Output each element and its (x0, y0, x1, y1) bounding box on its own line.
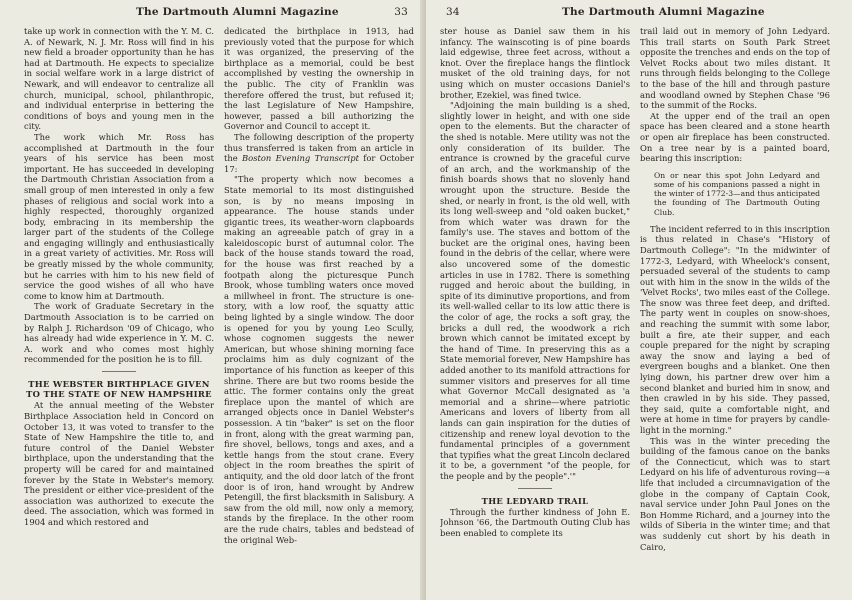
paragraph: At the upper end of the trail an open space has been cleared and a stone hearth or open air fireplace has been constructed. On a tree near by is a painted board, bearing this inscription: (640, 110, 830, 164)
paragraph-text: The following description of the property thus transferred is taken from an article in the (224, 131, 414, 164)
right-columns (440, 26, 830, 594)
right-page (426, 0, 852, 600)
paragraph: "The property which now becomes a State memorial to its most distinguished son, is by no means imposing in appearance. The house stands under gigantic trees, its weather-worn clapboards making an agreeable patch of gray in a kaleidoscopic burst of autumnal color. The back of the house stands toward the road, for the house was first reached by a footpath along the picturesque Punch Brook, whose tumbling waters once moved a millwheel in front. The structure is one-story, with a low roof, the squatty attic being lighted by a single window. The door is opened for you by young Leo Scully, whose cognomen suggests the newer American, but whose shining morning face proclaims him as duly cognizant of the importance of his function as keeper of this shrine. There are but two rooms beside the attic. The former contains only the great fireplace upon the mantel of which are arranged objects once in Daniel Webster's possession. A tin "baker" is set on the floor in front, along with the great warming pan, fire shovel, bellows, tongs and axes, and a kettle hangs from the stout crane. Every object in the room breathes the spirit of antiquity, and the old door latch of the front door is of iron, hand wrought by Andrew Petengill, the first blacksmith in Salisbury. A saw from the old mill, now only a memory, stands by the fireplace. In the other room are the rude chairs, tables and bedstead of the original Web- (224, 174, 414, 545)
section-divider (518, 488, 552, 489)
paragraph: dedicated the birthplace in 1913, had previously voted that the purpose for which it was organized, the preserving of the birthplace as a memorial, could be best accomplished by vesting the ownership in the public. The city of Franklin was therefore offered the trust, but refused it; the last Legislature of New Hampshire, however, passed a bill authorizing the Governor and Council to accept it. (224, 26, 414, 132)
left-column-2 (224, 26, 414, 594)
publication-title: Boston Evening Transcript (242, 153, 359, 164)
running-head-title: The Dartmouth Alumni Magazine (562, 6, 765, 18)
paragraph: The incident referred to in this inscription is thus related in Chase's "History of Dartmouth College": "In the midwinter of 1772-3, Ledyard, with Wheelock's consent, persuaded several of the students to camp out with him in the snow in the wilds of the 'Velvet Rocks', two miles east of the College. The snow was three feet deep, and drifted. The party went in couples on snow-shoes, and reaching the summit with some labor, built a fire, ate their supper, and each couple prepared for the night by scraping away the snow and laying a bed of evergreen boughs and a blanket. One then lying down, his partner drew over him a second blanket and buried him in snow, and then crawled in by his side. They passed, they said, quite a comfortable night, and were at home in time for prayers by candle-light in the morning." (640, 223, 830, 436)
paragraph: At the annual meeting of the Webster Birthplace Association held in Concord on October 13, it was voted to transfer to the State of New Hampshire the title to, and future control of the Daniel Webster birthplace, upon the understanding that the property will be cared for and maintained forever by the State in Webster's memory. The president or either vice-president of the association was authorized to execute the deed. The association, which was formed in 1904 and which restored and (24, 400, 214, 527)
right-column-2 (640, 26, 830, 594)
paragraph (224, 132, 414, 174)
paragraph: trail laid out in memory of John Ledyard. This trail starts on South Park Street opposite the trenches and ends on the top of Velvet Rocks about two miles distant. It runs through fields belonging to the College to the base of the hill and through pasture and woodland owned by Stephen Chase '96 to the summit of the Rocks. (640, 26, 830, 111)
page-number: 34 (446, 6, 460, 18)
running-head-title: The Dartmouth Alumni Magazine (136, 6, 339, 18)
paragraph: ster house as Daniel saw them in his infancy. The wainscoting is of pine boards laid edgewise, three feet across, without a knot. Over the fireplace hangs the flintlock musket of the old training days, for not using which on muster occasions Daniel's brother, Ezekiel, was fined twice. (440, 26, 630, 100)
paragraph: The work of Graduate Secretary in the Dartmouth Association is to be carried on by Ralph J. Richardson '09 of Chicago, who has already had wide experience in Y. M. C. A. work and who comes most highly recommended for the position he is to fill. (24, 301, 214, 365)
left-column-1 (24, 26, 214, 594)
section-heading-webster: THE WEBSTER BIRTHPLACE GIVEN TO THE STATE OF NEW HAMPSHIRE (26, 379, 212, 400)
paragraph: Through the further kindness of John E. Johnson '66, the Dartmouth Outing Club has been enabled to complete its (440, 506, 630, 538)
right-column-1 (440, 26, 630, 594)
paragraph: take up work in connection with the Y. M. C. A. of Newark, N. J. Mr. Ross will find in his new field a broader opportunity than he has had at Dartmouth. He expects to specialize in social welfare work in a large district of Newark, and will endeavor to centralize all church, municipal, school, philanthropic, and individual enterprise in bettering the conditions of boys and young men in the city. (24, 26, 214, 132)
page-number: 33 (394, 6, 408, 18)
paragraph: "Adjoining the main building is a shed, slightly lower in height, and with one side open to the elements. But the character of the shed is notable. Mere utility was not the only consideration of its builder. The entrance is crowned by the graceful curve of an arch, and the workmanship of the finish boards shows that no slovenly hand wrought upon the structure. Beside the shed, or nearly in front, is the old well, with its long well-sweep and "old oaken bucket," from which water was drawn for the family's use. The staves and bottom of the bucket are the original ones, having been found in the debris of the cellar, where were also uncovered some of the domestic articles in use in 1782. There is something rugged and heroic about the building, in spite of its diminutive proportions, and from its well-walled cellar to its low attic there is the color of age, the rocks a soft gray, the bricks a dull red, the woodwork a rich brown which cannot be imitated except by the hand of Time. In preserving this as a State memorial forever, New Hampshire has added another to its manifold attractions for summer visitors and preserves for all time what Governor McCall designated as 'a memorial and a shrine—where patriotic Americans and lovers of liberty from all lands can gain inspiration for the duties of citizenship and renew loyal devotion to the fundamental principles of a government that typifies what the great Lincoln declared it to be, a government "of the people, for the people and by the people".'" (440, 100, 630, 481)
paragraph: The work which Mr. Ross has accomplished at Dartmouth in the four years of his service has been most important. He has succeeded in developing the Dartmouth Christian Association from a small group of men interested in only a few phases of religious and social work into a highly respected, thoroughly organized body, embracing in its membership the larger part of the students of the College and engaging willingly and enthusiastically in a great variety of activities. Mr. Ross will be greatly missed by the whole community, but he carries with him to his new field of service the good wishes of all who have come to know him at Dartmouth. (24, 131, 214, 301)
trail-inscription: On or near this spot John Ledyard and some of his companions passed a night in the winter of 1772-3—and thus anticipated the founding of The Dartmouth Outing Club. (654, 170, 820, 217)
left-columns (24, 26, 414, 594)
section-divider (102, 371, 136, 372)
left-running-header (24, 6, 408, 24)
paragraph: This was in the winter preceding the building of the famous canoe on the banks of the Connecticut, which was to start Ledyard on his life of adventurous roving—a life that included a circumnavigation of the globe in the company of Captain Cook, naval service under John Paul Jones on the Bon Homme Richard, and a journey into the wilds of Siberia in the winter time; and that was suddenly cut short by his death in Cairo, (640, 435, 830, 552)
right-running-header (440, 6, 830, 24)
left-page (0, 0, 424, 600)
section-heading-ledyard: THE LEDYARD TRAIL (481, 495, 589, 506)
paragraph-text: for October 17: (224, 153, 414, 174)
